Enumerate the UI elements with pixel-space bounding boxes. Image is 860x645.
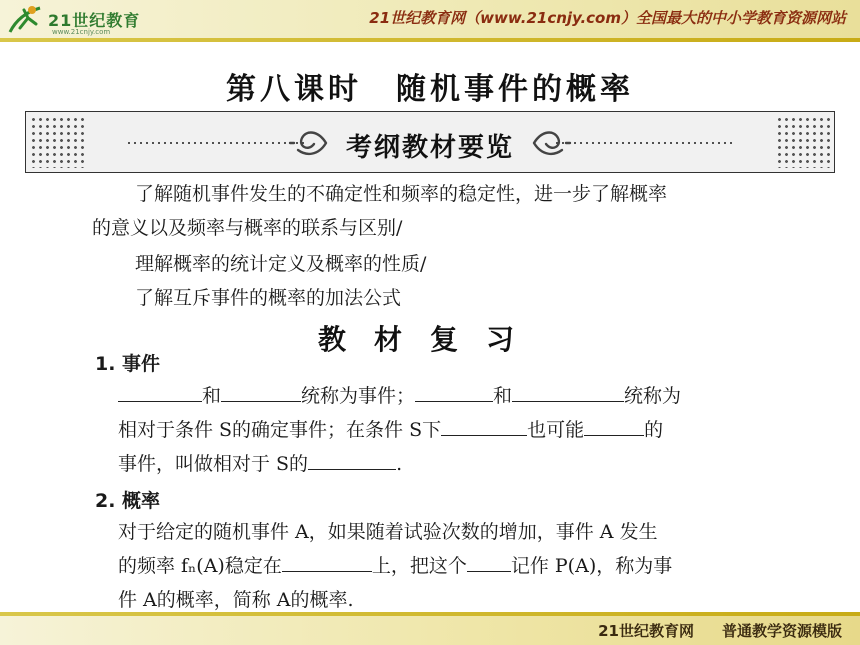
footer-template-name: 普通教学资源模版	[721, 622, 842, 640]
runner-logo-icon	[6, 2, 48, 38]
events-line: 和 统称为事件； 和 统称为	[118, 378, 681, 414]
answer-blank[interactable]	[308, 451, 396, 470]
syllabus-banner	[25, 111, 835, 173]
syllabus-text	[0, 176, 860, 316]
header-rule	[0, 38, 860, 42]
review-heading: 教材复习	[317, 323, 542, 356]
answer-blank[interactable]	[118, 383, 202, 402]
answer-blank[interactable]	[467, 553, 511, 572]
logo-text: 21世纪教育	[48, 11, 141, 30]
probability-line: 的频率 fₙ(A)稳定在 上，把这个 记作 P(A)，称为事	[118, 555, 673, 577]
site-logo[interactable]	[6, 2, 156, 38]
syllabus-line: 了解互斥事件的概率的加法公式	[135, 287, 402, 309]
answer-blank[interactable]	[584, 417, 644, 436]
lesson-title	[0, 64, 860, 108]
syllabus-line: 理解概率的统计定义及概率的性质/	[135, 253, 427, 275]
item-heading-events: 1. 事件	[95, 353, 161, 375]
probability-line: 件 A的概率，简称 A的概率.	[118, 589, 354, 611]
answer-blank[interactable]	[415, 383, 493, 402]
syllabus-line: 的意义以及频率与概率的联系与区别/	[92, 217, 403, 239]
lesson-number: 第八课时	[226, 72, 362, 107]
syllabus-banner-title: 考纲教材要览	[345, 133, 514, 163]
events-line: 事件，叫做相对于 S的 .	[118, 453, 403, 475]
events-line: 相对于条件 S的确定事件；在条件 S下 也可能 的	[118, 419, 664, 441]
events-definition	[118, 378, 758, 488]
answer-blank[interactable]	[221, 383, 301, 402]
syllabus-line: 了解随机事件发生的不确定性和频率的稳定性，进一步了解概率	[135, 183, 668, 205]
answer-blank[interactable]	[441, 417, 527, 436]
item-heading-probability: 2. 概率	[95, 490, 161, 512]
answer-blank[interactable]	[512, 383, 624, 402]
logo-url: www.21cnjy.com	[52, 28, 111, 36]
site-banner-text[interactable]: 21世纪教育网（www.21cnjy.com）全国最大的中小学教育资源网站	[369, 9, 846, 27]
probability-definition	[118, 514, 758, 624]
footer-site-name[interactable]: 21世纪教育网	[598, 622, 694, 640]
probability-line: 对于给定的随机事件 A，如果随着试验次数的增加，事件 A 发生	[118, 521, 658, 543]
footer-text	[598, 620, 842, 641]
lesson-topic: 随机事件的概率	[396, 72, 634, 107]
answer-blank[interactable]	[282, 553, 372, 572]
